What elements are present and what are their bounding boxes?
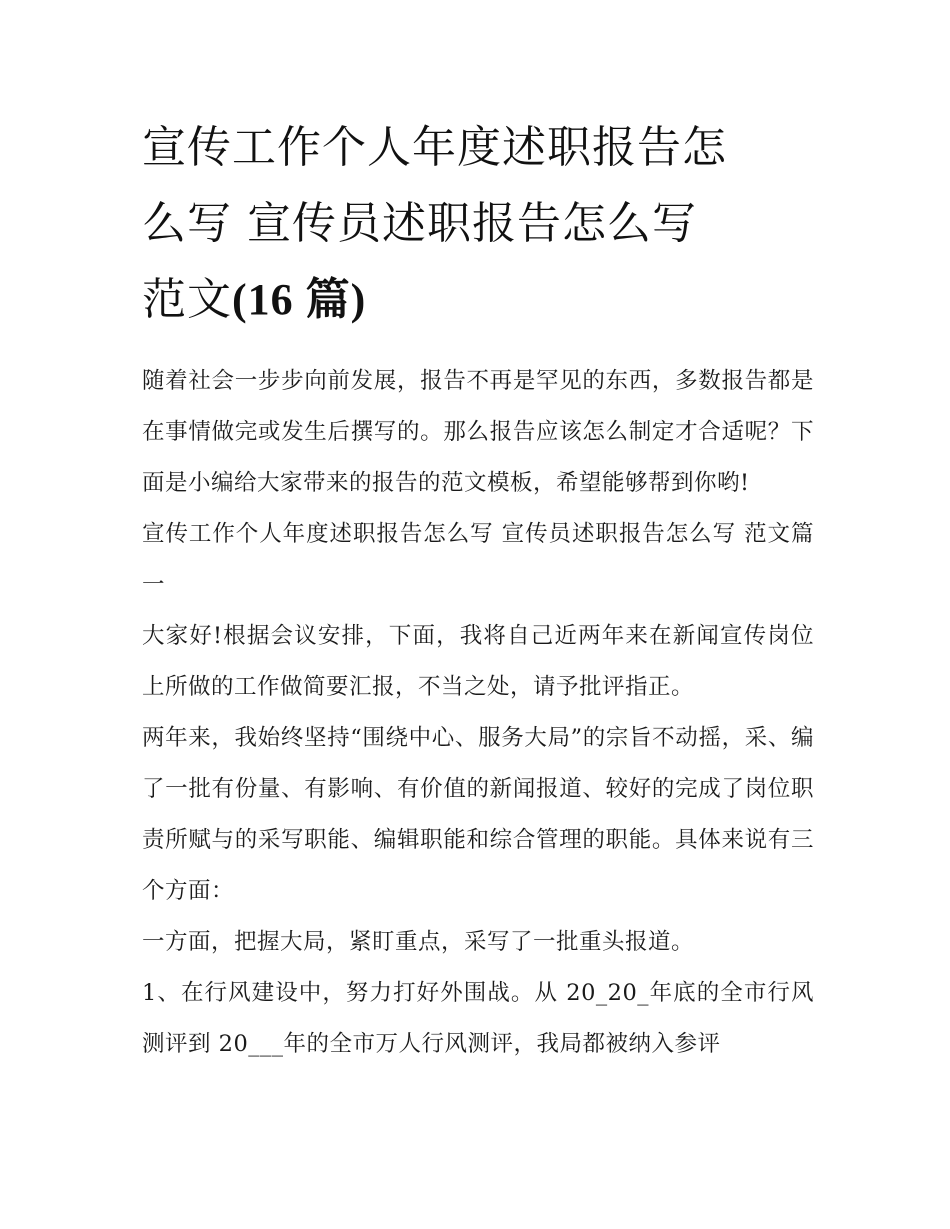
- title-line-3-count: (16 篇): [232, 275, 367, 324]
- title-line-3-prefix: 范文: [142, 274, 232, 325]
- summary-paragraph: 两年来，我始终坚持“围绕中心、服务大局”的宗旨不动摇，采、编了一批有份量、有影响、有价值的新闻报道、较好的完成了岗位职责所赋与的采写职能、编辑职能和综合管理的职能。具体来说有三个方面：: [142, 725, 814, 904]
- first-aspect-paragraph: 一方面，把握大局，紧盯重点，采写了一批重头报道。: [142, 929, 695, 955]
- section-heading: 宣传工作个人年度述职报告怎么写 宣传员述职报告怎么写 范文篇一: [142, 521, 814, 598]
- intro-paragraph: 随着社会一步步向前发展，报告不再是罕见的东西，多数报告都是在事情做完或发生后撰写的。那么报告应该怎么制定才合适呢？下面是小编给大家带来的报告的范文模板，希望能够帮到你哟!: [142, 368, 814, 496]
- document-title: [142, 110, 822, 338]
- title-line-1: 宣传工作个人年度述职报告怎: [142, 122, 727, 173]
- item-1-paragraph: 1、在行风建设中，努力打好外围战。从 20_20_年底的全市行风测评到 20___年的全市万人行风测评，我局都被纳入参评: [142, 980, 814, 1057]
- document-body: [142, 356, 814, 1070]
- greeting-paragraph: 大家好!根据会议安排，下面，我将自己近两年来在新闻宣传岗位上所做的工作做简要汇报，不当之处，请予批评指正。: [142, 623, 814, 700]
- title-line-2: 么写 宣传员述职报告怎么写: [142, 198, 697, 249]
